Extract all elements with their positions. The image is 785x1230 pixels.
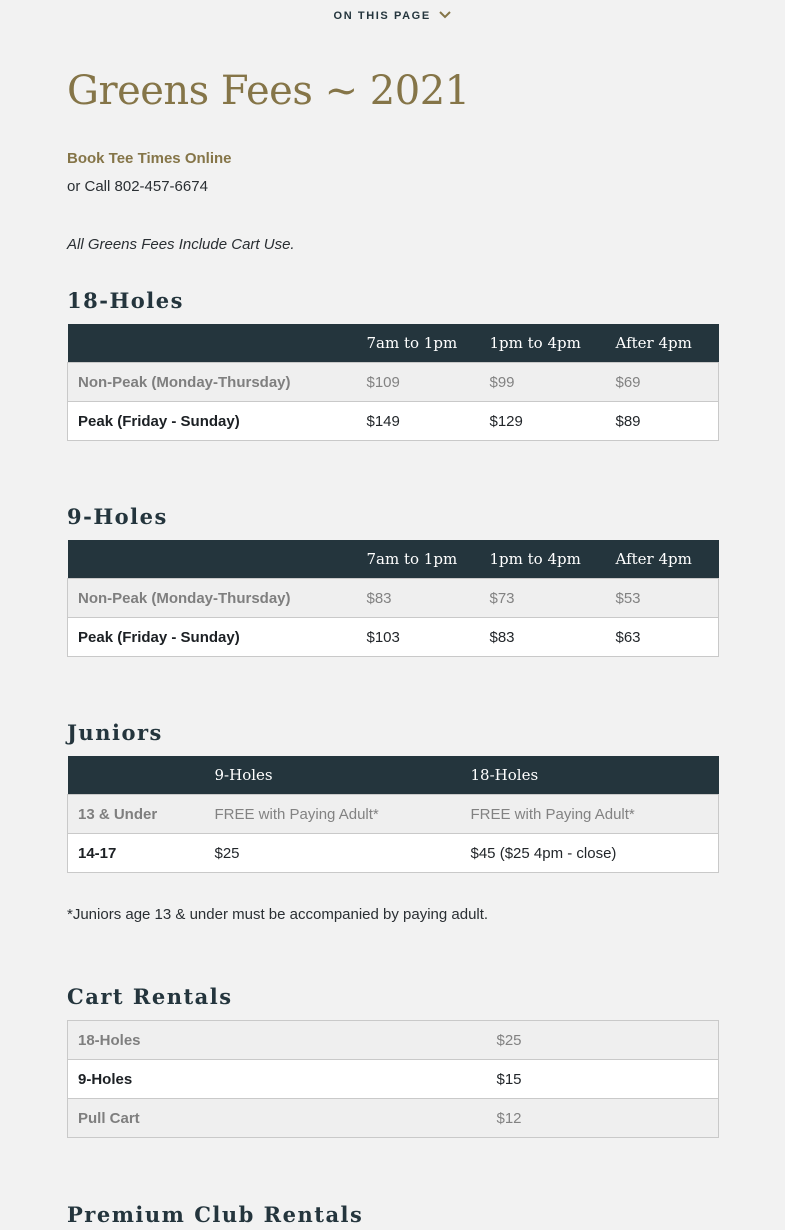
table-header-row xyxy=(68,540,719,579)
price-cell: $15 xyxy=(487,1060,719,1099)
table-row xyxy=(68,579,719,618)
call-text: or Call 802-457-6674 xyxy=(67,178,208,195)
on-this-page-label: ON THIS PAGE xyxy=(333,10,431,22)
header-cell: 7am to 1pm xyxy=(357,540,480,579)
table-header-row xyxy=(68,756,719,795)
on-this-page-toggle[interactable] xyxy=(0,10,785,22)
header-cell xyxy=(68,324,357,363)
table-18-holes xyxy=(67,324,719,441)
header-cell xyxy=(68,540,357,579)
section-heading-18-holes: 18-Holes xyxy=(67,288,184,313)
header-cell: After 4pm xyxy=(606,324,719,363)
table-header-row xyxy=(68,324,719,363)
header-cell: 1pm to 4pm xyxy=(480,540,606,579)
table-row xyxy=(68,618,719,657)
header-cell: 9-Holes xyxy=(205,756,461,795)
section-heading-cart-rentals: Cart Rentals xyxy=(67,984,233,1009)
header-cell xyxy=(68,756,205,795)
price-cell: $83 xyxy=(480,618,606,657)
row-label: Pull Cart xyxy=(68,1099,487,1138)
price-cell: $53 xyxy=(606,579,719,618)
header-cell: After 4pm xyxy=(606,540,719,579)
section-heading-9-holes: 9-Holes xyxy=(67,504,168,529)
header-cell: 18-Holes xyxy=(461,756,719,795)
section-heading-juniors: Juniors xyxy=(67,720,163,745)
table-row xyxy=(68,795,719,834)
juniors-note: *Juniors age 13 & under must be accompanied by paying adult. xyxy=(67,906,489,923)
table-row xyxy=(68,1099,719,1138)
price-cell: $83 xyxy=(357,579,480,618)
chevron-down-icon xyxy=(439,11,451,19)
table-row xyxy=(68,363,719,402)
header-cell: 7am to 1pm xyxy=(357,324,480,363)
price-cell: $25 xyxy=(205,834,461,873)
price-cell: $89 xyxy=(606,402,719,441)
table-row xyxy=(68,1060,719,1099)
row-label: Peak (Friday - Sunday) xyxy=(68,402,357,441)
price-cell: $25 xyxy=(487,1021,719,1060)
table-row xyxy=(68,834,719,873)
price-cell: $69 xyxy=(606,363,719,402)
table-juniors xyxy=(67,756,719,873)
row-label: Non-Peak (Monday-Thursday) xyxy=(68,579,357,618)
price-cell: $63 xyxy=(606,618,719,657)
page-title: Greens Fees ~ 2021 xyxy=(67,68,470,114)
cart-included-note: All Greens Fees Include Cart Use. xyxy=(67,236,295,253)
price-cell: $129 xyxy=(480,402,606,441)
price-cell: $45 ($25 4pm - close) xyxy=(461,834,719,873)
row-label: 13 & Under xyxy=(68,795,205,834)
price-cell: FREE with Paying Adult* xyxy=(205,795,461,834)
row-label: 18-Holes xyxy=(68,1021,487,1060)
table-row xyxy=(68,1021,719,1060)
price-cell: $149 xyxy=(357,402,480,441)
book-tee-times-link[interactable]: Book Tee Times Online xyxy=(67,150,232,167)
table-9-holes xyxy=(67,540,719,657)
table-row xyxy=(68,402,719,441)
table-cart-rentals xyxy=(67,1020,719,1138)
price-cell: $99 xyxy=(480,363,606,402)
price-cell: $73 xyxy=(480,579,606,618)
price-cell: $103 xyxy=(357,618,480,657)
price-cell: FREE with Paying Adult* xyxy=(461,795,719,834)
price-cell: $12 xyxy=(487,1099,719,1138)
row-label: 9-Holes xyxy=(68,1060,487,1099)
section-heading-premium-club-rentals: Premium Club Rentals xyxy=(67,1202,364,1227)
row-label: 14-17 xyxy=(68,834,205,873)
header-cell: 1pm to 4pm xyxy=(480,324,606,363)
price-cell: $109 xyxy=(357,363,480,402)
row-label: Non-Peak (Monday-Thursday) xyxy=(68,363,357,402)
row-label: Peak (Friday - Sunday) xyxy=(68,618,357,657)
